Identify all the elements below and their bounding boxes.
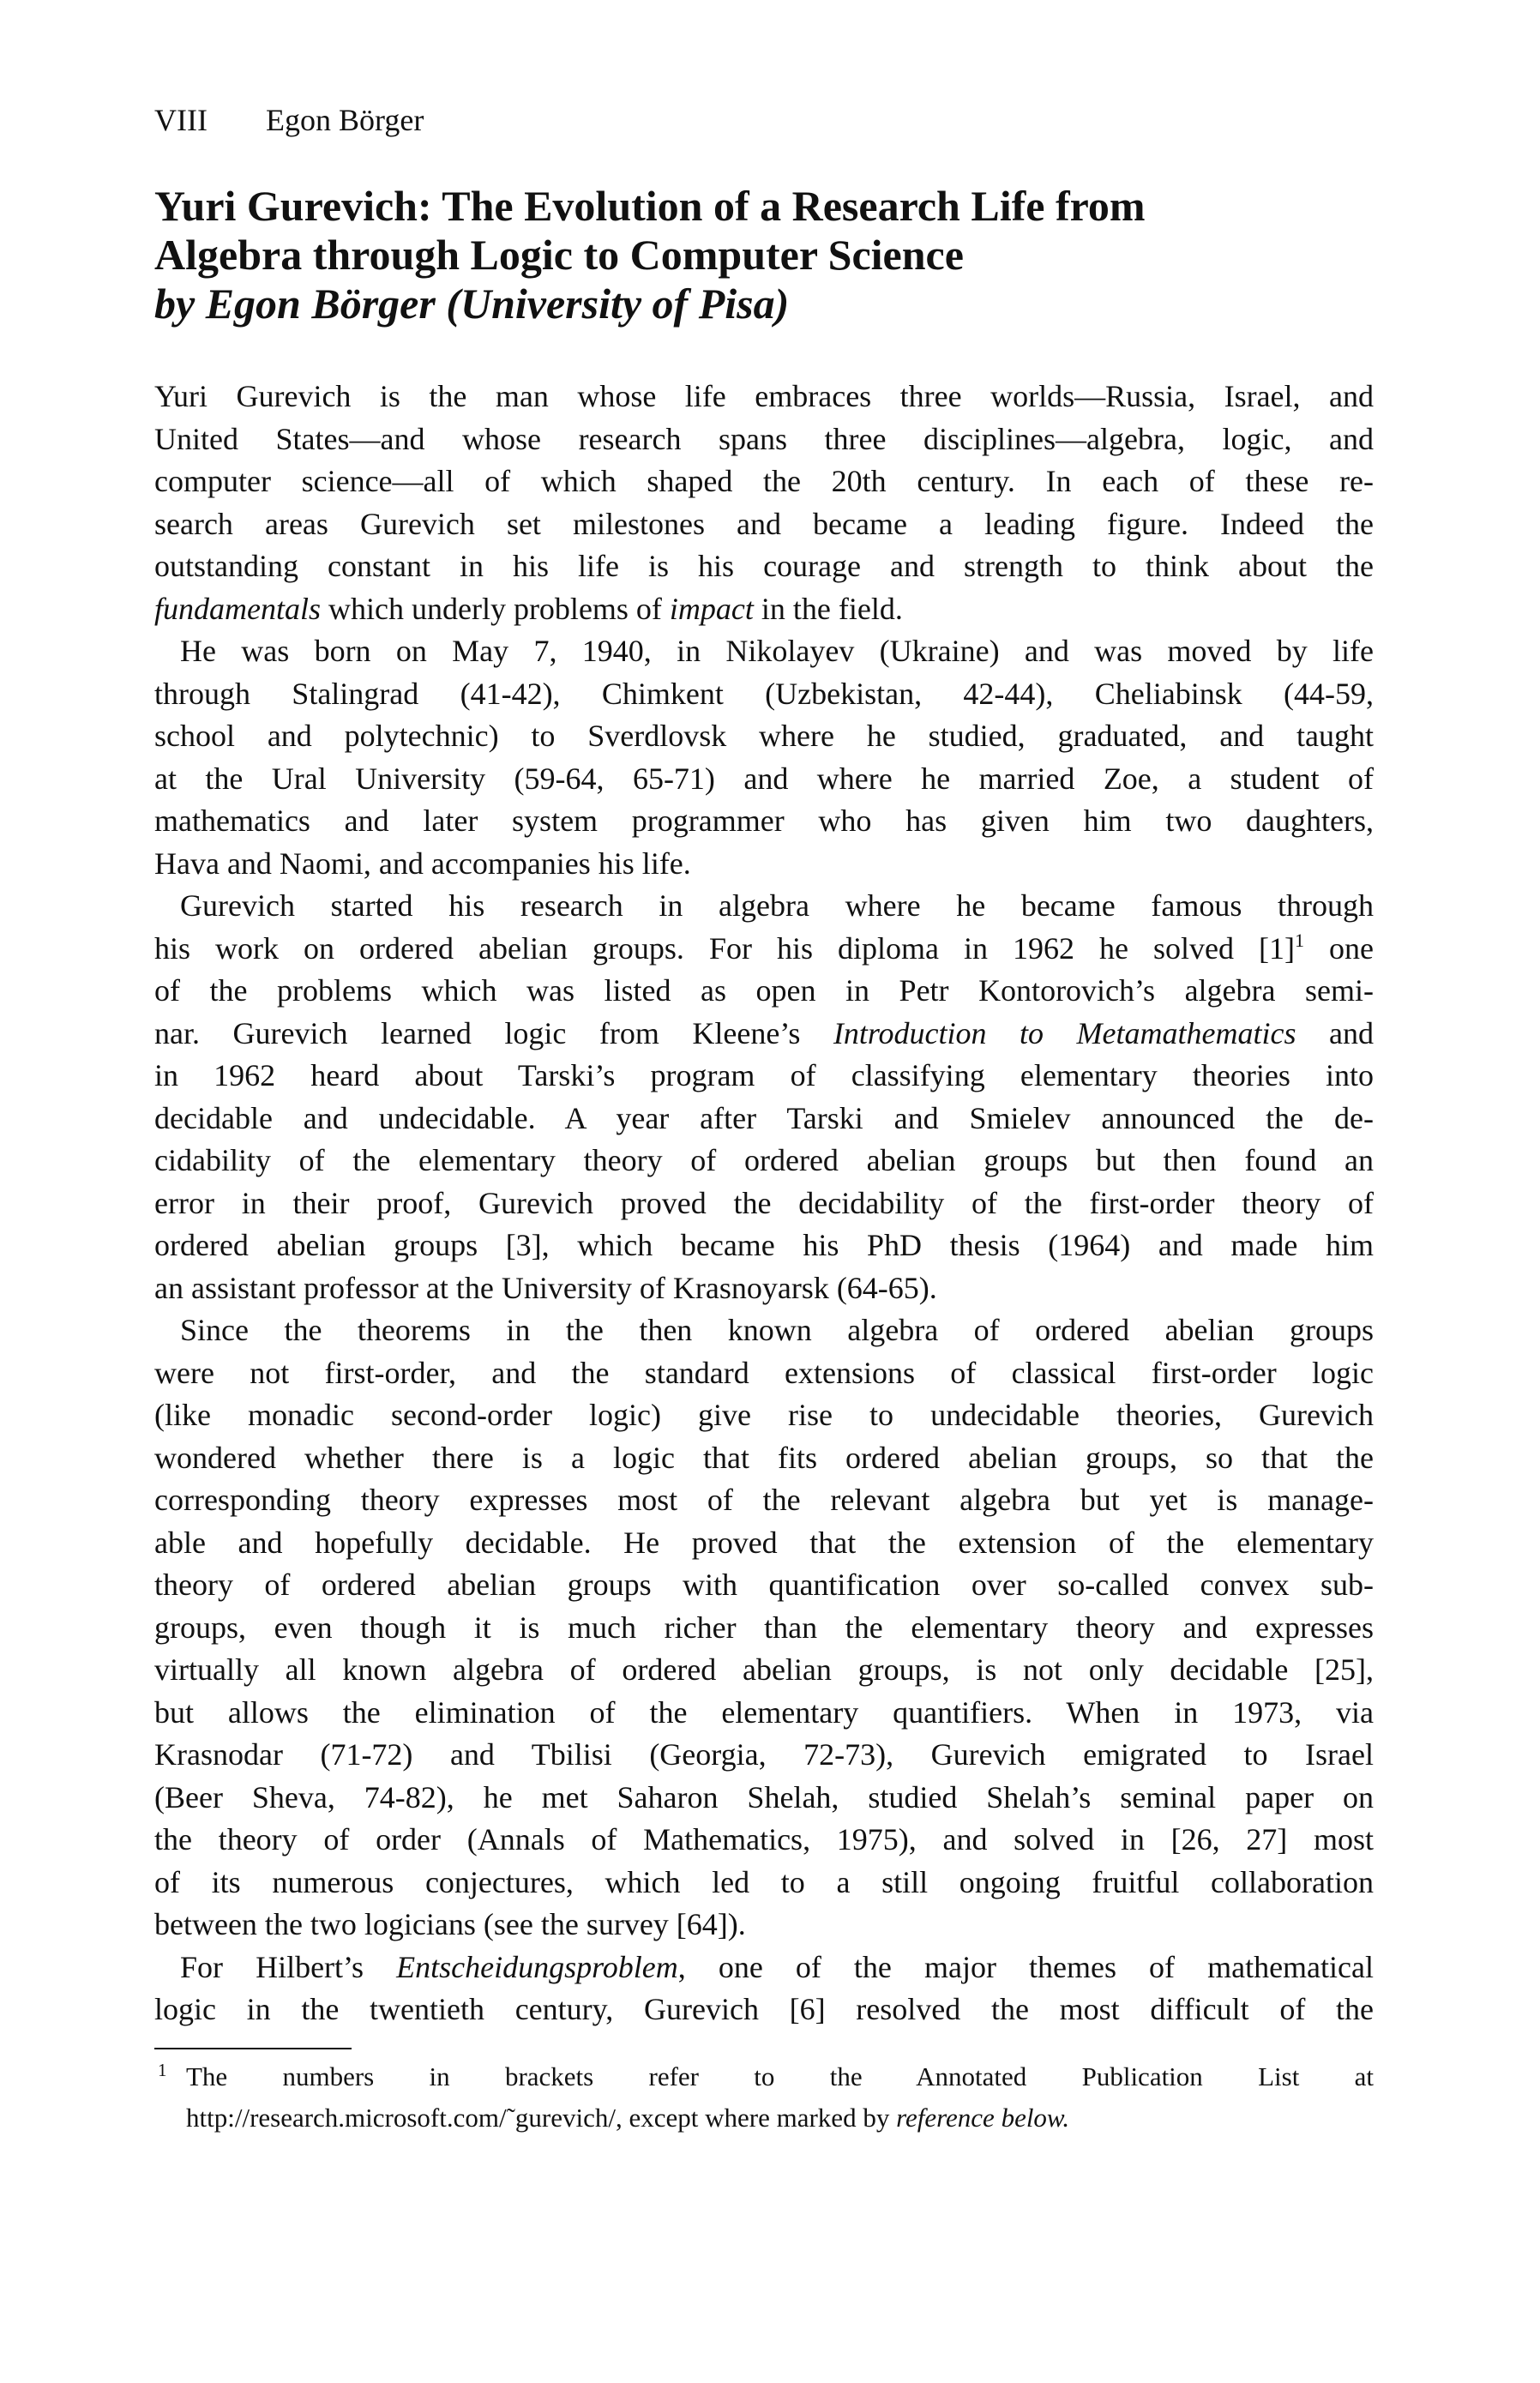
emphasized-text: Entscheidungsproblem bbox=[396, 1949, 678, 1984]
emphasized-text: Introduction to Metamathematics bbox=[833, 1015, 1296, 1050]
text-line bbox=[154, 1989, 1374, 2031]
text-run: error in their proof, Gurevich proved the decidability of the first-order theory of bbox=[154, 1185, 1374, 1220]
text-line bbox=[154, 758, 1374, 801]
text-line bbox=[154, 673, 1374, 716]
text-line bbox=[154, 800, 1374, 843]
text-line bbox=[154, 715, 1374, 758]
text-run: Yuri Gurevich is the man whose life embraces three worlds—Russia, Israel, and bbox=[154, 379, 1374, 413]
text-line bbox=[154, 1352, 1374, 1395]
text-run: ordered abelian groups [3], which became his PhD thesis (1964) and made him bbox=[154, 1228, 1374, 1262]
text-line bbox=[154, 1309, 1374, 1352]
text-line bbox=[154, 1225, 1374, 1267]
text-run: corresponding theory expresses most of the relevant algebra but yet is manage- bbox=[154, 1483, 1374, 1517]
paragraph bbox=[154, 1947, 1374, 2031]
text-run: , one of the major themes of mathematical bbox=[677, 1949, 1374, 1984]
text-line bbox=[154, 545, 1374, 588]
emphasized-text: fundamentals bbox=[154, 591, 321, 626]
footnote-reference: 1 bbox=[1295, 929, 1304, 951]
byline: by Egon Börger (University of Pisa) bbox=[154, 280, 790, 328]
text-line bbox=[154, 885, 1374, 928]
text-line bbox=[154, 1394, 1374, 1437]
text-run: of the problems which was listed as open in Petr Kontorovich’s algebra semi- bbox=[154, 973, 1374, 1008]
text-run: decidable and undecidable. A year after Tarski and Smielev announced the de- bbox=[154, 1100, 1374, 1135]
footnote-line bbox=[154, 2097, 1374, 2139]
text-run: groups, even though it is much richer than the elementary theory and expresses bbox=[154, 1610, 1374, 1645]
footnote-rule bbox=[154, 2048, 352, 2049]
text-line bbox=[154, 1267, 1374, 1310]
text-line bbox=[154, 843, 1374, 886]
text-run: He was born on May 7, 1940, in Nikolayev (Ukraine) and was moved by life bbox=[180, 634, 1374, 668]
text-run: an assistant professor at the University of Krasnoyarsk (64-65). bbox=[154, 1270, 937, 1305]
text-run: through Stalingrad (41-42), Chimkent (Uzbekistan, 42-44), Cheliabinsk (44-59, bbox=[154, 676, 1374, 711]
text-run: virtually all known algebra of ordered abelian groups, is not only decidable [25], bbox=[154, 1652, 1374, 1687]
article-body bbox=[154, 376, 1374, 2031]
text-run: Hava and Naomi, and accompanies his life. bbox=[154, 845, 691, 881]
text-run: For Hilbert’s bbox=[180, 1949, 397, 1984]
footnote-line bbox=[154, 2056, 1374, 2097]
text-run: search areas Gurevich set milestones and became a leading figure. Indeed the bbox=[154, 506, 1374, 541]
text-run: of its numerous conjectures, which led to a still ongoing fruitful collaboration bbox=[154, 1864, 1374, 1899]
text-run: were not first-order, and the standard extensions of classical first-order logic bbox=[154, 1355, 1374, 1390]
emphasized-text: reference below. bbox=[896, 2103, 1070, 2133]
paragraph bbox=[154, 630, 1374, 885]
text-line bbox=[154, 1140, 1374, 1182]
text-run: in the field. bbox=[753, 591, 903, 626]
text-line bbox=[154, 376, 1374, 418]
text-run: the theory of order (Annals of Mathematics, 1975), and solved in [26, 27] most bbox=[154, 1822, 1374, 1856]
footnote bbox=[154, 2056, 1374, 2139]
text-run: outstanding constant in his life is his courage and strength to think about the bbox=[154, 549, 1374, 583]
text-line bbox=[154, 1777, 1374, 1820]
footnote-mark: 1 bbox=[158, 2060, 167, 2080]
text-line bbox=[154, 1819, 1374, 1862]
text-line bbox=[154, 1098, 1374, 1140]
text-run: logic in the twentieth century, Gurevich [6] resolved the most difficult of the bbox=[154, 1992, 1374, 2026]
text-line bbox=[154, 1734, 1374, 1777]
text-line bbox=[154, 588, 1374, 631]
text-run: wondered whether there is a logic that fits ordered abelian groups, so that the bbox=[154, 1440, 1374, 1475]
text-run: at the Ural University (59-64, 65-71) and where he married Zoe, a student of bbox=[154, 761, 1374, 796]
text-line bbox=[154, 1692, 1374, 1735]
text-run: and bbox=[1296, 1015, 1374, 1050]
text-run: theory of ordered abelian groups with quantification over so-called convex sub- bbox=[154, 1568, 1374, 1602]
text-run: able and hopefully decidable. He proved that the extension of the elementary bbox=[154, 1525, 1374, 1560]
text-run: school and polytechnic) to Sverdlovsk where he studied, graduated, and taught bbox=[154, 719, 1374, 753]
text-run: Since the theorems in the then known algebra of ordered abelian groups bbox=[180, 1313, 1374, 1347]
text-run: nar. Gurevich learned logic from Kleene’s bbox=[154, 1015, 833, 1050]
text-line bbox=[154, 503, 1374, 546]
text-line bbox=[154, 1649, 1374, 1692]
text-line bbox=[154, 1479, 1374, 1522]
text-run: computer science—all of which shaped the 20th century. In each of these re- bbox=[154, 464, 1374, 498]
text-line bbox=[154, 1055, 1374, 1098]
text-run: The numbers in brackets refer to the Annotated Publication List at bbox=[186, 2061, 1374, 2091]
text-run: United States—and whose research spans three disciplines—algebra, logic, and bbox=[154, 421, 1374, 456]
text-run: (like monadic second-order logic) give rise to undecidable theories, Gurevich bbox=[154, 1398, 1374, 1432]
text-line bbox=[154, 1904, 1374, 1947]
paragraph bbox=[154, 376, 1374, 630]
text-line bbox=[154, 1862, 1374, 1905]
text-line bbox=[154, 418, 1374, 461]
text-run: which underly problems of bbox=[321, 591, 670, 626]
text-line bbox=[154, 1182, 1374, 1225]
text-line bbox=[154, 1522, 1374, 1565]
text-run: his work on ordered abelian groups. For his diploma in 1962 he solved [1] bbox=[154, 930, 1295, 966]
running-head bbox=[154, 101, 424, 139]
text-run: Gurevich started his research in algebra where he became famous through bbox=[180, 888, 1374, 923]
text-run: mathematics and later system programmer who has given him two daughters, bbox=[154, 803, 1374, 838]
text-line bbox=[154, 1437, 1374, 1480]
text-line bbox=[154, 1013, 1374, 1056]
title-line-2: Algebra through Logic to Computer Science bbox=[154, 231, 964, 279]
text-run: in 1962 heard about Tarski’s program of classifying elementary theories into bbox=[154, 1058, 1374, 1092]
text-line bbox=[154, 630, 1374, 673]
emphasized-text: impact bbox=[669, 591, 754, 626]
article-title bbox=[154, 182, 1146, 328]
text-run: but allows the elimination of the elementary quantifiers. When in 1973, via bbox=[154, 1694, 1374, 1730]
text-run: between the two logicians (see the survey [64]). bbox=[154, 1907, 746, 1941]
text-line bbox=[154, 460, 1374, 503]
text-line bbox=[154, 1564, 1374, 1607]
paragraph bbox=[154, 1309, 1374, 1947]
text-run: one bbox=[1304, 930, 1374, 966]
text-line bbox=[154, 928, 1374, 971]
text-line bbox=[154, 970, 1374, 1013]
text-run: cidability of the elementary theory of ordered abelian groups but then found an bbox=[154, 1143, 1374, 1177]
text-run: Krasnodar (71-72) and Tbilisi (Georgia, 72-73), Gurevich emigrated to Israel bbox=[154, 1737, 1374, 1772]
running-head-author: Egon Börger bbox=[266, 103, 424, 137]
text-run: (Beer Sheva, 74-82), he met Saharon Shelah, studied Shelah’s seminal paper on bbox=[154, 1779, 1374, 1814]
text-line bbox=[154, 1947, 1374, 1989]
paragraph bbox=[154, 885, 1374, 1309]
title-line-1: Yuri Gurevich: The Evolution of a Research Life from bbox=[154, 182, 1146, 230]
page-number: VIII bbox=[154, 103, 208, 137]
text-line bbox=[154, 1607, 1374, 1650]
text-run: http://research.microsoft.com/˜gurevich/, except where marked by bbox=[186, 2103, 897, 2133]
